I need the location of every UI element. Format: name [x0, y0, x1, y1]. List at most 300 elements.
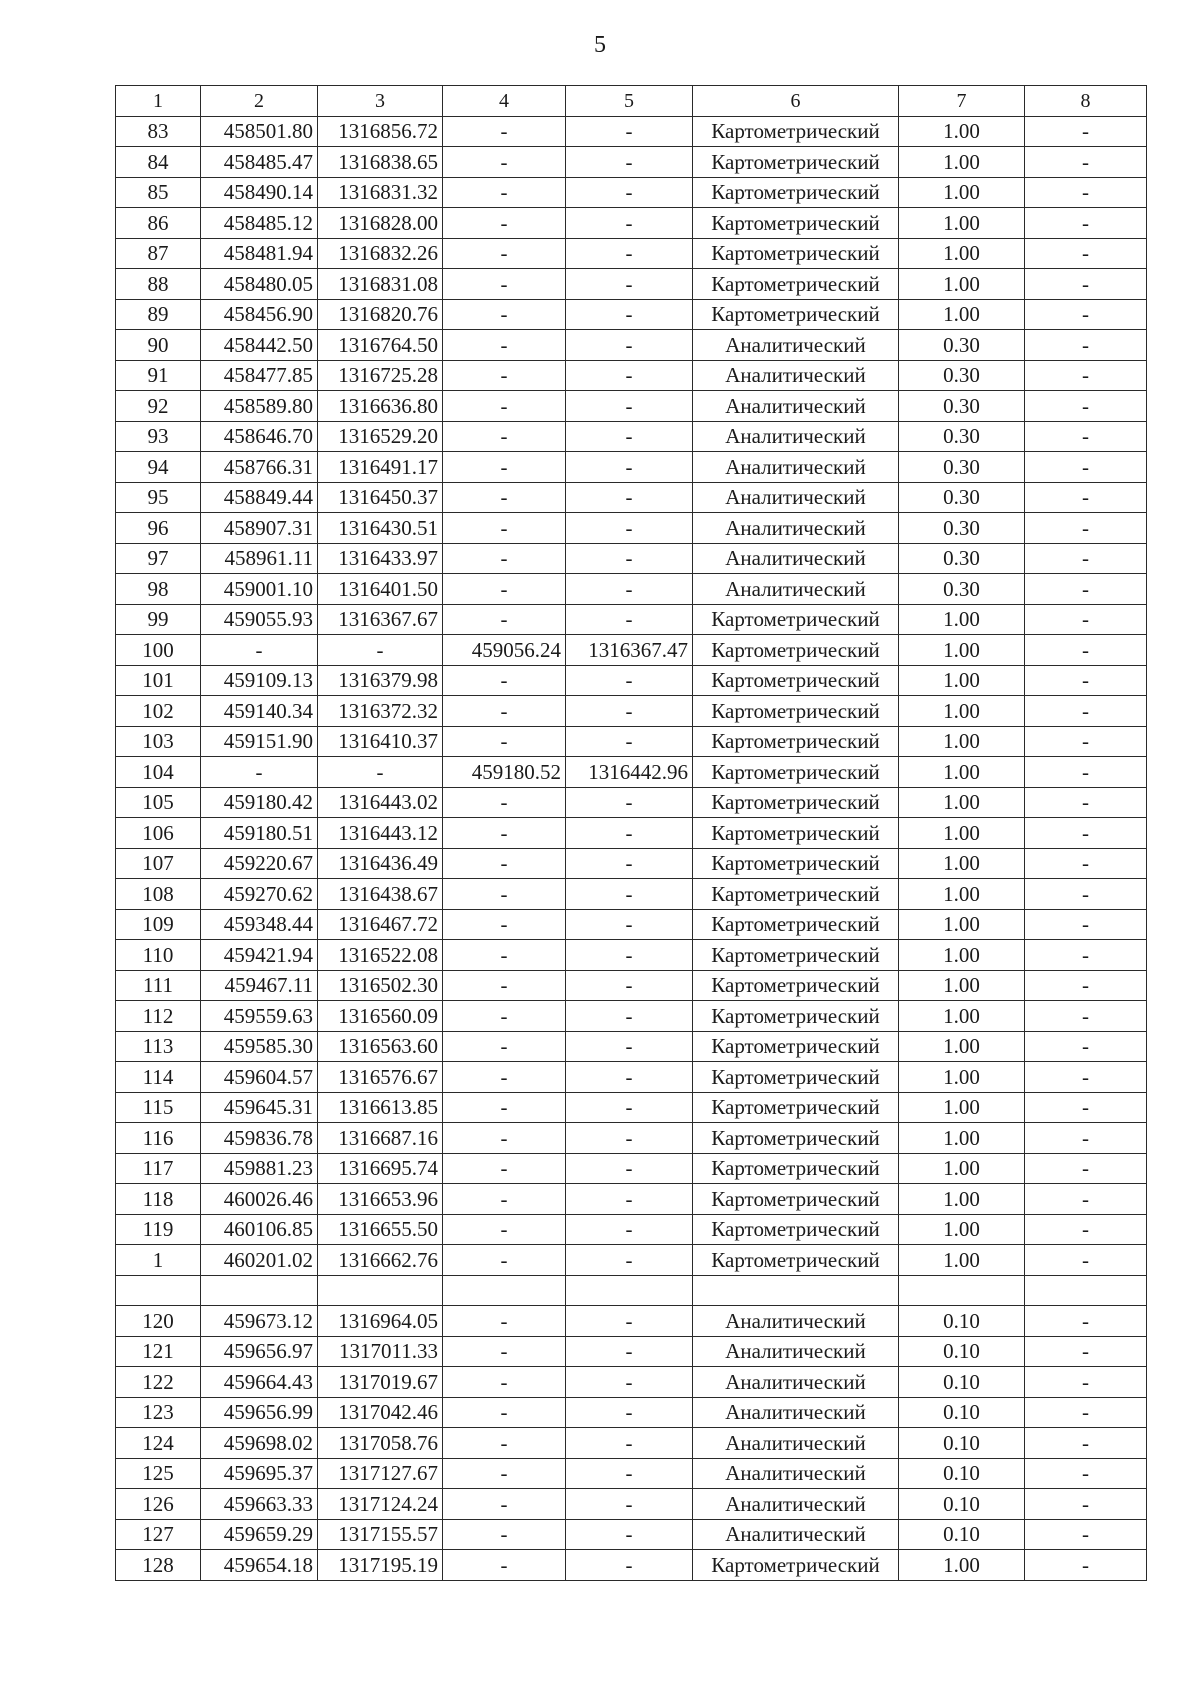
table-cell-col-6: Картометрический [693, 757, 899, 788]
table-cell-col-1: 122 [116, 1367, 201, 1398]
table-cell-col-1: 114 [116, 1062, 201, 1093]
table-cell-col-2: 458477.85 [201, 360, 318, 391]
table-cell-col-4: - [443, 1214, 566, 1245]
table-cell-col-8: - [1025, 177, 1147, 208]
table-cell-col-7: 1.00 [899, 1184, 1025, 1215]
table-cell-col-2: 459559.63 [201, 1001, 318, 1032]
table-cell-col-2: 458456.90 [201, 299, 318, 330]
table-cell-col-8: - [1025, 696, 1147, 727]
table-cell-col-4: - [443, 1519, 566, 1550]
table-cell-col-6: Аналитический [693, 421, 899, 452]
table-cell-col-1: 109 [116, 909, 201, 940]
table-cell-col-1: 98 [116, 574, 201, 605]
table-cell-col-4: - [443, 1001, 566, 1032]
table-cell-col-7: 1.00 [899, 208, 1025, 239]
table-cell-col-1: 105 [116, 787, 201, 818]
table-cell-col-1: 87 [116, 238, 201, 269]
table-row [116, 1367, 1147, 1398]
table-cell-col-5: - [566, 1336, 693, 1367]
table-cell-col-6: Картометрический [693, 1184, 899, 1215]
table-cell-col-7: 1.00 [899, 635, 1025, 666]
table-cell-col-6: Аналитический [693, 330, 899, 361]
table-cell-col-7: 0.30 [899, 574, 1025, 605]
table-cell-col-7: 1.00 [899, 1245, 1025, 1276]
coordinates-table [115, 85, 1147, 1581]
table-cell-col-8: - [1025, 604, 1147, 635]
table-row [116, 1001, 1147, 1032]
table-cell-col-4: - [443, 818, 566, 849]
table-cell-col-8: - [1025, 147, 1147, 178]
table-cell-col-3: 1316820.76 [318, 299, 443, 330]
table-cell-col-5: - [566, 543, 693, 574]
table-cell-col-7: 1.00 [899, 177, 1025, 208]
table-row [116, 238, 1147, 269]
table-cell-col-6: Картометрический [693, 147, 899, 178]
table-cell-col-5: - [566, 1062, 693, 1093]
table-row [116, 421, 1147, 452]
table-cell-col-7: 0.30 [899, 360, 1025, 391]
table-cell-col-5: - [566, 421, 693, 452]
table-cell-col-3: 1316379.98 [318, 665, 443, 696]
table-cell-col-3: 1316433.97 [318, 543, 443, 574]
table-cell-col-8: - [1025, 1519, 1147, 1550]
table-cell-col-6: Аналитический [693, 574, 899, 605]
table-cell-col-5: - [566, 360, 693, 391]
table-cell-col-5: - [566, 1458, 693, 1489]
table-cell-col-3 [318, 1275, 443, 1306]
table-cell-col-2: 459664.43 [201, 1367, 318, 1398]
table-cell-col-6: Аналитический [693, 1336, 899, 1367]
table-cell-col-7: 1.00 [899, 879, 1025, 910]
table-row [116, 665, 1147, 696]
table-cell-col-2: 458501.80 [201, 116, 318, 147]
table-cell-col-4: - [443, 299, 566, 330]
table-cell-col-2: 458485.47 [201, 147, 318, 178]
table-cell-col-8: - [1025, 1184, 1147, 1215]
table-cell-col-2: - [201, 757, 318, 788]
table-cell-col-6: Картометрический [693, 604, 899, 635]
table-cell-col-2: 459467.11 [201, 970, 318, 1001]
table-cell-col-3: 1316856.72 [318, 116, 443, 147]
table-cell-col-1: 113 [116, 1031, 201, 1062]
table-cell-col-2: 459151.90 [201, 726, 318, 757]
table-cell-col-7: 1.00 [899, 940, 1025, 971]
table-cell-col-2: 459659.29 [201, 1519, 318, 1550]
table-cell-col-8: - [1025, 360, 1147, 391]
table-row [116, 299, 1147, 330]
table-cell-col-3: 1316443.02 [318, 787, 443, 818]
table-cell-col-3: 1316662.76 [318, 1245, 443, 1276]
table-row [116, 970, 1147, 1001]
table-cell-col-8: - [1025, 879, 1147, 910]
table-cell-col-7: 1.00 [899, 116, 1025, 147]
table-cell-col-8: - [1025, 452, 1147, 483]
table-cell-col-7: 0.30 [899, 330, 1025, 361]
table-cell-col-3: 1316831.08 [318, 269, 443, 300]
table-cell-col-5: - [566, 1306, 693, 1337]
table-cell-col-8: - [1025, 1123, 1147, 1154]
table-cell-col-1: 119 [116, 1214, 201, 1245]
table-cell-col-7: 1.00 [899, 147, 1025, 178]
table-cell-col-2: 459220.67 [201, 848, 318, 879]
column-header-6: 6 [693, 86, 899, 117]
table-cell-col-4: - [443, 1550, 566, 1581]
table-cell-col-7: 1.00 [899, 1123, 1025, 1154]
table-cell-col-7: 0.30 [899, 543, 1025, 574]
table-cell-col-3: 1316576.67 [318, 1062, 443, 1093]
table-cell-col-5: - [566, 1489, 693, 1520]
table-cell-col-6: Картометрический [693, 818, 899, 849]
table-cell-col-5: - [566, 1367, 693, 1398]
table-cell-col-4: - [443, 1031, 566, 1062]
table-cell-col-8: - [1025, 1458, 1147, 1489]
table-cell-col-3: 1316443.12 [318, 818, 443, 849]
table-cell-col-3: 1316695.74 [318, 1153, 443, 1184]
table-cell-col-6: Картометрический [693, 909, 899, 940]
column-header-4: 4 [443, 86, 566, 117]
table-cell-col-3: 1316563.60 [318, 1031, 443, 1062]
table-row [116, 452, 1147, 483]
table-row [116, 1458, 1147, 1489]
table-cell-col-2: 459645.31 [201, 1092, 318, 1123]
table-cell-col-2: 459348.44 [201, 909, 318, 940]
table-cell-col-7: 0.10 [899, 1489, 1025, 1520]
table-cell-col-5: 1316442.96 [566, 757, 693, 788]
table-cell-col-1: 106 [116, 818, 201, 849]
table-cell-col-6: Картометрический [693, 269, 899, 300]
table-cell-col-3: 1316430.51 [318, 513, 443, 544]
table-cell-col-3: 1317195.19 [318, 1550, 443, 1581]
table-cell-col-1: 99 [116, 604, 201, 635]
table-cell-col-5: - [566, 696, 693, 727]
page-number: 5 [594, 32, 606, 58]
table-cell-col-8: - [1025, 269, 1147, 300]
table-header-row [116, 86, 1147, 117]
table-cell-col-1: 97 [116, 543, 201, 574]
table-cell-col-8: - [1025, 1001, 1147, 1032]
table-row [116, 177, 1147, 208]
table-cell-col-6: Аналитический [693, 482, 899, 513]
table-cell-col-4: 459056.24 [443, 635, 566, 666]
table-cell-col-8: - [1025, 1062, 1147, 1093]
table-cell-col-3: 1317042.46 [318, 1397, 443, 1428]
table-cell-col-1: 90 [116, 330, 201, 361]
table-cell-col-1: 126 [116, 1489, 201, 1520]
table-cell-col-5: - [566, 116, 693, 147]
table-cell-col-1: 104 [116, 757, 201, 788]
table-cell-col-3: 1316372.32 [318, 696, 443, 727]
table-cell-col-7: 1.00 [899, 604, 1025, 635]
table-cell-col-6: Аналитический [693, 452, 899, 483]
table-cell-col-3: 1316655.50 [318, 1214, 443, 1245]
table-cell-col-2: 459585.30 [201, 1031, 318, 1062]
table-row [116, 1306, 1147, 1337]
table-cell-col-8: - [1025, 909, 1147, 940]
table-cell-col-4: - [443, 787, 566, 818]
table-cell-col-3: 1316831.32 [318, 177, 443, 208]
table-cell-col-5: - [566, 1245, 693, 1276]
table-cell-col-1: 102 [116, 696, 201, 727]
table-cell-col-5: - [566, 391, 693, 422]
table-cell-col-1: 94 [116, 452, 201, 483]
table-cell-col-8: - [1025, 635, 1147, 666]
table-cell-col-6: Картометрический [693, 635, 899, 666]
table-cell-col-8: - [1025, 1550, 1147, 1581]
table-cell-col-3: 1317124.24 [318, 1489, 443, 1520]
table-cell-col-7: 1.00 [899, 726, 1025, 757]
column-header-7: 7 [899, 86, 1025, 117]
table-cell-col-6: Картометрический [693, 177, 899, 208]
table-cell-col-6: Картометрический [693, 1031, 899, 1062]
table-cell-col-3: 1316636.80 [318, 391, 443, 422]
table-cell-col-7: 0.10 [899, 1428, 1025, 1459]
table-cell-col-2: 458589.80 [201, 391, 318, 422]
table-cell-col-5: - [566, 177, 693, 208]
table-cell-col-7: 0.10 [899, 1306, 1025, 1337]
table-cell-col-6: Картометрический [693, 696, 899, 727]
table-cell-col-8: - [1025, 665, 1147, 696]
table-cell-col-4: - [443, 1184, 566, 1215]
table-cell-col-7: 1.00 [899, 757, 1025, 788]
table-cell-col-4: - [443, 1367, 566, 1398]
table-cell-col-4: - [443, 1397, 566, 1428]
table-row [116, 1062, 1147, 1093]
table-cell-col-6: Картометрический [693, 1123, 899, 1154]
table-cell-col-1: 96 [116, 513, 201, 544]
table-cell-col-4: - [443, 360, 566, 391]
table-cell-col-6: Аналитический [693, 1428, 899, 1459]
table-cell-col-8: - [1025, 1367, 1147, 1398]
table-cell-col-1: 127 [116, 1519, 201, 1550]
table-cell-col-2: 459180.42 [201, 787, 318, 818]
table-cell-col-1: 84 [116, 147, 201, 178]
table-cell-col-4: - [443, 940, 566, 971]
table-row [116, 330, 1147, 361]
table-cell-col-4: - [443, 574, 566, 605]
table-cell-col-4: - [443, 1062, 566, 1093]
table-cell-col-7: 1.00 [899, 1062, 1025, 1093]
table-cell-col-8: - [1025, 330, 1147, 361]
table-cell-col-8: - [1025, 208, 1147, 239]
table-cell-col-3: 1316491.17 [318, 452, 443, 483]
table-cell-col-6: Аналитический [693, 1306, 899, 1337]
table-cell-col-6: Картометрический [693, 238, 899, 269]
table-cell-col-8: - [1025, 1214, 1147, 1245]
table-cell-col-5: - [566, 604, 693, 635]
table-cell-col-8: - [1025, 1428, 1147, 1459]
table-row [116, 1519, 1147, 1550]
table-row [116, 757, 1147, 788]
table-cell-col-6: Картометрический [693, 299, 899, 330]
table-cell-col-7: 1.00 [899, 787, 1025, 818]
table-cell-col-7: 1.00 [899, 1031, 1025, 1062]
table-cell-col-1: 108 [116, 879, 201, 910]
table-cell-col-2: 459656.97 [201, 1336, 318, 1367]
table-row [116, 513, 1147, 544]
table-cell-col-2: - [201, 635, 318, 666]
table-cell-col-5: - [566, 1001, 693, 1032]
table-cell-col-8: - [1025, 391, 1147, 422]
table-cell-col-6: Картометрический [693, 787, 899, 818]
table-cell-col-3: 1316367.67 [318, 604, 443, 635]
table-cell-col-7: 1.00 [899, 696, 1025, 727]
table-cell-col-3: 1316832.26 [318, 238, 443, 269]
table-cell-col-6 [693, 1275, 899, 1306]
table-cell-col-6: Аналитический [693, 1489, 899, 1520]
table-cell-col-5: - [566, 665, 693, 696]
table-cell-col-7: 1.00 [899, 665, 1025, 696]
table-cell-col-2: 459663.33 [201, 1489, 318, 1520]
table-cell-col-1: 92 [116, 391, 201, 422]
table-cell-col-1: 103 [116, 726, 201, 757]
table-row [116, 482, 1147, 513]
table-cell-col-6: Картометрический [693, 1092, 899, 1123]
table-cell-col-3: 1316560.09 [318, 1001, 443, 1032]
table-cell-col-7: 0.30 [899, 421, 1025, 452]
table-cell-col-2: 459698.02 [201, 1428, 318, 1459]
table-cell-col-7: 1.00 [899, 1550, 1025, 1581]
table-cell-col-6: Картометрический [693, 665, 899, 696]
table-cell-col-2: 458907.31 [201, 513, 318, 544]
table-cell-col-4: - [443, 482, 566, 513]
table-cell-col-8: - [1025, 1245, 1147, 1276]
table-cell-col-1: 110 [116, 940, 201, 971]
table-cell-col-4: - [443, 1489, 566, 1520]
table-cell-col-7: 0.30 [899, 452, 1025, 483]
table-cell-col-6: Картометрический [693, 208, 899, 239]
table-cell-col-8: - [1025, 1336, 1147, 1367]
table-row [116, 1153, 1147, 1184]
table-cell-col-1 [116, 1275, 201, 1306]
table-cell-col-8: - [1025, 726, 1147, 757]
table-cell-col-1: 89 [116, 299, 201, 330]
table-cell-col-5: - [566, 1123, 693, 1154]
table-cell-col-2: 459421.94 [201, 940, 318, 971]
table-cell-col-4: - [443, 1306, 566, 1337]
table-cell-col-8: - [1025, 1306, 1147, 1337]
table-cell-col-4: - [443, 1123, 566, 1154]
table-cell-col-1: 116 [116, 1123, 201, 1154]
table-cell-col-5: - [566, 1519, 693, 1550]
table-row [116, 1214, 1147, 1245]
table-cell-col-3: 1316410.37 [318, 726, 443, 757]
table-cell-col-4: - [443, 909, 566, 940]
table-cell-col-1: 93 [116, 421, 201, 452]
table-cell-col-7: 0.30 [899, 391, 1025, 422]
table-cell-col-5: - [566, 513, 693, 544]
table-cell-col-3: 1316964.05 [318, 1306, 443, 1337]
table-row [116, 269, 1147, 300]
table-cell-col-2: 459656.99 [201, 1397, 318, 1428]
table-cell-col-5: - [566, 452, 693, 483]
table-cell-col-4: - [443, 116, 566, 147]
table-cell-col-3: - [318, 757, 443, 788]
table-cell-col-2: 459604.57 [201, 1062, 318, 1093]
table-cell-col-7: 0.10 [899, 1397, 1025, 1428]
table-cell-col-6: Аналитический [693, 391, 899, 422]
table-cell-col-2: 459654.18 [201, 1550, 318, 1581]
table-cell-col-2: 459673.12 [201, 1306, 318, 1337]
table-cell-col-5: - [566, 879, 693, 910]
table-row [116, 1550, 1147, 1581]
table-cell-col-1: 101 [116, 665, 201, 696]
table-row [116, 1428, 1147, 1459]
table-row [116, 1336, 1147, 1367]
table-cell-col-7: 1.00 [899, 818, 1025, 849]
table-cell-col-8: - [1025, 1489, 1147, 1520]
table-row [116, 787, 1147, 818]
table-cell-col-1: 95 [116, 482, 201, 513]
table-cell-col-3: 1317155.57 [318, 1519, 443, 1550]
table-cell-col-4: - [443, 238, 566, 269]
table-row [116, 726, 1147, 757]
table-cell-col-7: 1.00 [899, 238, 1025, 269]
table-cell-col-3: 1317058.76 [318, 1428, 443, 1459]
table-cell-col-8: - [1025, 970, 1147, 1001]
table-cell-col-3: 1316838.65 [318, 147, 443, 178]
column-header-2: 2 [201, 86, 318, 117]
column-header-8: 8 [1025, 86, 1147, 117]
table-cell-col-5: - [566, 818, 693, 849]
table-cell-col-5: - [566, 1153, 693, 1184]
table-cell-col-4: - [443, 696, 566, 727]
table-cell-col-5: - [566, 574, 693, 605]
table-cell-col-7: 1.00 [899, 909, 1025, 940]
table-cell-col-5: - [566, 909, 693, 940]
table-cell-col-3: 1316522.08 [318, 940, 443, 971]
table-cell-col-2: 458961.11 [201, 543, 318, 574]
column-header-3: 3 [318, 86, 443, 117]
table-cell-col-7: 1.00 [899, 1214, 1025, 1245]
table-cell-col-3: 1317127.67 [318, 1458, 443, 1489]
table-cell-col-5: - [566, 1550, 693, 1581]
table-cell-col-3: 1316725.28 [318, 360, 443, 391]
table-cell-col-2: 459140.34 [201, 696, 318, 727]
table-cell-col-1: 120 [116, 1306, 201, 1337]
table-cell-col-6: Картометрический [693, 970, 899, 1001]
table-cell-col-2: 458490.14 [201, 177, 318, 208]
table-cell-col-3: 1316450.37 [318, 482, 443, 513]
table-row [116, 848, 1147, 879]
table-cell-col-3: 1316687.16 [318, 1123, 443, 1154]
table-cell-col-3: 1317019.67 [318, 1367, 443, 1398]
table-cell-col-2: 459109.13 [201, 665, 318, 696]
table-cell-col-5: - [566, 787, 693, 818]
table-cell-col-1: 107 [116, 848, 201, 879]
table-cell-col-3: 1316764.50 [318, 330, 443, 361]
table-cell-col-4: - [443, 665, 566, 696]
table-cell-col-5: - [566, 147, 693, 178]
table-cell-col-3: 1316467.72 [318, 909, 443, 940]
column-header-1: 1 [116, 86, 201, 117]
table-cell-col-4: - [443, 177, 566, 208]
table-cell-col-1: 124 [116, 1428, 201, 1459]
table-cell-col-5: - [566, 1092, 693, 1123]
table-cell-col-5: - [566, 269, 693, 300]
table-cell-col-7: 0.10 [899, 1367, 1025, 1398]
table-cell-col-1: 123 [116, 1397, 201, 1428]
table-cell-col-5: - [566, 1184, 693, 1215]
table-cell-col-4: - [443, 1458, 566, 1489]
table-row [116, 1245, 1147, 1276]
table-cell-col-1: 115 [116, 1092, 201, 1123]
table-cell-col-6: Аналитический [693, 513, 899, 544]
table-cell-col-3: - [318, 635, 443, 666]
table-row [116, 208, 1147, 239]
table-cell-col-3: 1316502.30 [318, 970, 443, 1001]
table-cell-col-6: Картометрический [693, 1001, 899, 1032]
table-cell-col-1: 100 [116, 635, 201, 666]
